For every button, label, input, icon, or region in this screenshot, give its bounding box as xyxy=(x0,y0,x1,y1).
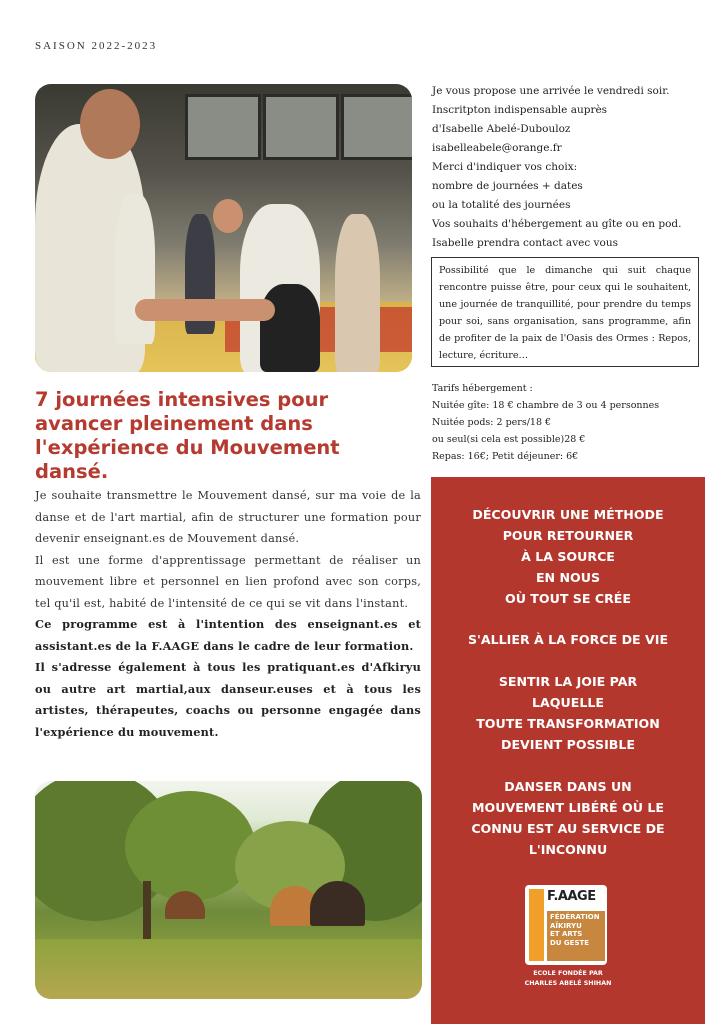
slogan-line: POUR RETOURNER xyxy=(502,528,634,543)
logo-title: F.AAGE xyxy=(547,889,596,904)
info-line: Isabelle prendra contact avec vous xyxy=(432,237,618,249)
logo-sub-line: FÉDÉRATION xyxy=(550,913,600,921)
slogan-line: TOUTE TRANSFORMATION xyxy=(476,716,660,731)
logo-subtitle xyxy=(547,911,605,961)
logo-sub-line: ET ARTS xyxy=(550,930,583,938)
info-line: Merci d'indiquer vos choix: xyxy=(432,161,578,173)
sunday-note-box: Possibilité que le dimanche qui suit chaque rencontre puisse être, pour ceux qui le souhaitent, une journée de tranquillité, pour prendre du temps pour soi, sans organisation, sans programme, afin de profiter de la paix de l'Oasis des Ormes : Repos, lecture, écriture… xyxy=(431,257,699,367)
info-line: ou la totalité des journées xyxy=(432,199,571,211)
info-line: d'Isabelle Abelé-Dubouloz xyxy=(432,123,571,135)
tarif-line: ou seul(si cela est possible)28 € xyxy=(432,434,586,445)
info-line: nombre de journées + dates xyxy=(432,180,583,192)
slogan-line: À LA SOURCE xyxy=(521,549,615,564)
faage-logo xyxy=(525,885,607,965)
page-title: 7 journées intensives pour avancer pleinement dans l'expérience du Mouvement dansé. xyxy=(35,388,340,483)
slogan-line: DANSER DANS UN xyxy=(504,779,632,794)
paragraph: Il est une forme d'apprentissage permettant de réaliser un mouvement libre et personnel en lien profond avec son corps, tel qu'il est, habité de l'intensité de ce qui se vit dans l'instant. xyxy=(35,553,421,610)
slogan-line: CONNU EST AU SERVICE DE xyxy=(471,821,665,836)
tarif-line: Nuitée gîte: 18 € chambre de 3 ou 4 personnes xyxy=(432,400,660,411)
caption-line: ECOLE FONDÉE PAR xyxy=(533,970,603,977)
body-text xyxy=(35,485,421,743)
info-line: Inscritpton indispensable auprès xyxy=(432,104,608,116)
tarifs-section xyxy=(432,380,702,465)
slogan-line: OÙ TOUT SE CRÉE xyxy=(504,591,632,606)
logo-sub-line: AÏKIRYU xyxy=(550,921,582,930)
slogan-line: LAQUELLE xyxy=(532,695,604,710)
slogan-line: S'ALLIER À LA FORCE DE VIE xyxy=(467,632,669,647)
tarif-line: Repas: 16€; Petit déjeuner: 6€ xyxy=(432,451,579,462)
logo-kanji-strip xyxy=(529,889,544,961)
paragraph-bold: Ce programme est à l'intention des enseignant.es et assistant.es de la F.AAGE dans le cadre de leur formation. xyxy=(35,617,421,653)
logo-caption xyxy=(431,969,705,989)
slogan-block xyxy=(431,504,705,609)
slogan-block xyxy=(431,671,705,755)
season-label: SAISON 2022-2023 xyxy=(35,40,158,52)
slogan-panel xyxy=(431,477,705,1024)
slogan-line: L'INCONNU xyxy=(528,842,608,857)
logo-sub-line: DU GESTE xyxy=(550,938,590,947)
paragraph-bold: Il s'adresse également à tous les pratiquant.es d'Afkiryu ou autre art martial,aux danseur.euses et à tous les artistes, thérapeutes, coachs ou personne engagée dans l'expérience du mouvement. xyxy=(35,660,421,739)
paragraph: Je souhaite transmettre le Mouvement dansé, sur ma voie de la danse et de l'art martial, afin de structurer une formation pour devenir enseignant.es de Mouvement dansé. xyxy=(35,489,421,545)
dance-class-photo xyxy=(35,84,412,372)
email-link[interactable]: isabelleabele@orange.fr xyxy=(432,142,562,154)
info-line: Je vous propose une arrivée le vendredi soir. xyxy=(432,85,670,97)
caption-line: CHARLES ABELÉ SHIHAN xyxy=(524,980,612,987)
slogan-line: DEVIENT POSSIBLE xyxy=(500,737,636,752)
tarif-line: Nuitée pods: 2 pers/18 € xyxy=(432,417,552,428)
slogan-block xyxy=(431,629,705,650)
tarifs-heading: Tarifs hébergement : xyxy=(432,383,533,394)
slogan-line: EN NOUS xyxy=(535,570,601,585)
slogan-line: MOUVEMENT LIBÉRÉ OÙ LE xyxy=(471,800,664,815)
info-line: Vos souhaits d'hébergement au gîte ou en pod. xyxy=(432,218,682,230)
slogan-block xyxy=(431,776,705,860)
slogan-line: DÉCOUVRIR UNE MÉTHODE xyxy=(472,507,664,522)
slogan-line: SENTIR LA JOIE PAR xyxy=(498,674,638,689)
garden-pods-photo xyxy=(35,781,422,999)
registration-info xyxy=(432,82,692,253)
